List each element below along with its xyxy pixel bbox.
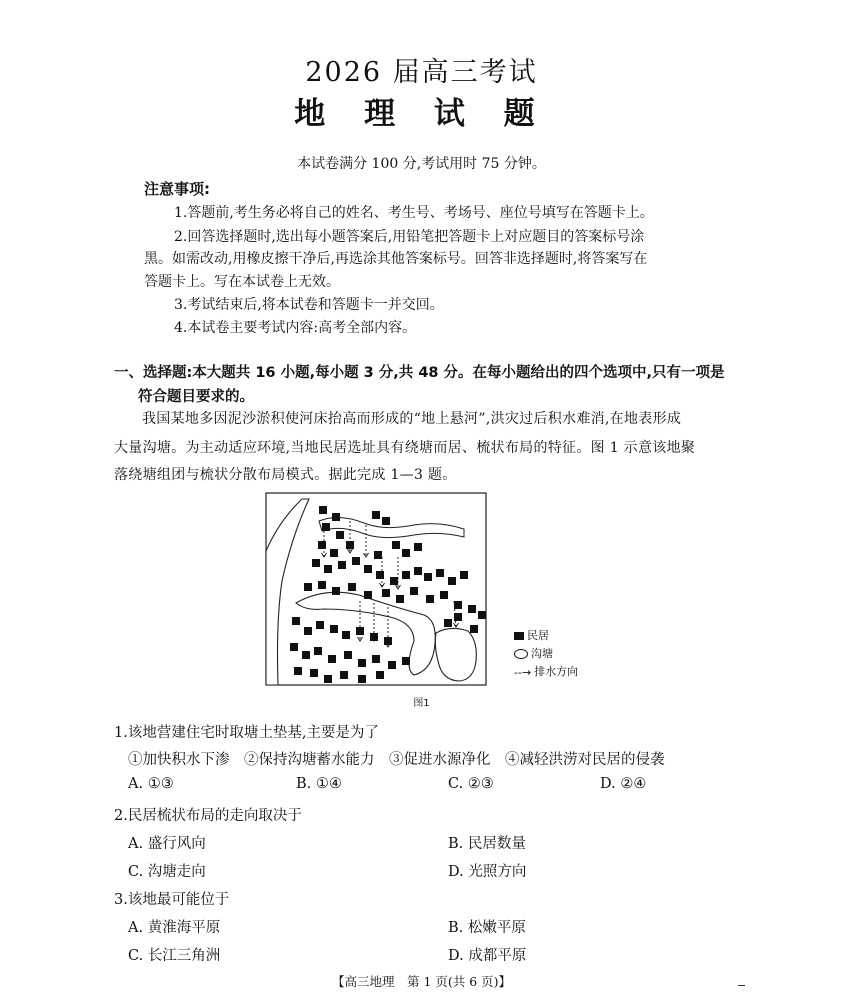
house xyxy=(302,651,310,659)
notice-line: 2.回答选择题时,选出每小题答案后,用铅笔把答题卡上对应题目的答案标号涂 xyxy=(174,229,645,245)
house xyxy=(358,659,366,667)
house xyxy=(424,573,432,581)
house xyxy=(468,605,476,613)
notice-line: 1.答题前,考生务必将自己的姓名、考生号、考场号、座位号填写在答题卡上。 xyxy=(174,205,654,221)
option-d[interactable]: D. ②④ xyxy=(600,776,647,792)
exam-title: 2026 届高三考试 xyxy=(305,57,538,88)
house xyxy=(319,506,327,514)
house xyxy=(352,557,360,565)
house xyxy=(312,559,320,567)
house xyxy=(440,591,448,599)
section-heading: 一、选择题:本大题共 16 小题,每小题 3 分,共 48 分。在每小题给出的四个选项中,只有一项是 xyxy=(114,365,725,381)
house xyxy=(364,565,372,573)
house xyxy=(336,531,344,539)
notice-line: 4.本试卷主要考试内容:高考全部内容。 xyxy=(174,320,417,336)
option-c[interactable]: C. 长江三角洲 xyxy=(128,948,221,964)
house xyxy=(388,661,396,669)
house xyxy=(348,583,356,591)
house xyxy=(310,669,318,677)
house xyxy=(448,577,456,585)
option-d[interactable]: D. 光照方向 xyxy=(448,864,527,880)
option-b[interactable]: B. 民居数量 xyxy=(448,836,526,852)
house xyxy=(444,619,452,627)
house xyxy=(460,571,468,579)
notice-line: 黑。如需改动,用橡皮擦干净后,再选涂其他答案标号。回答非选择题时,将答案写在 xyxy=(144,251,648,267)
house xyxy=(292,617,300,625)
legend-drainage: --→ 排水方向 xyxy=(514,665,579,679)
house xyxy=(318,541,326,549)
option-b[interactable]: B. 松嫩平原 xyxy=(448,920,526,936)
house xyxy=(478,611,486,619)
house xyxy=(402,571,410,579)
house xyxy=(414,543,422,551)
legend-house: 民居 xyxy=(514,627,549,643)
intro-line: 落绕塘组团与梳状分散布局模式。据此完成 1—3 题。 xyxy=(114,467,457,483)
option-a[interactable]: A. 黄淮海平原 xyxy=(128,920,221,936)
legend-pond: 沟塘 xyxy=(514,645,553,661)
house xyxy=(454,601,462,609)
house xyxy=(374,551,382,559)
option-d[interactable]: D. 成都平原 xyxy=(448,948,527,964)
notice-line: 3.考试结束后,将本试卷和答题卡一并交回。 xyxy=(174,297,444,313)
house xyxy=(390,577,398,585)
house xyxy=(324,565,332,573)
house xyxy=(358,675,366,683)
house xyxy=(304,627,312,635)
intro-line: 我国某地多因泥沙淤积使河床抬高而形成的“地上悬河”,洪灾过后积水难消,在地表形成 xyxy=(142,411,682,427)
house xyxy=(340,671,348,679)
house xyxy=(372,655,380,663)
house xyxy=(332,513,340,521)
settlement-map xyxy=(264,491,584,691)
house xyxy=(304,583,312,591)
page-footer: 【高三地理 第 1 页(共 6 页)】 xyxy=(331,974,512,989)
house xyxy=(410,587,418,595)
house xyxy=(344,651,352,659)
house xyxy=(290,643,298,651)
house xyxy=(314,647,322,655)
house xyxy=(436,569,444,577)
house xyxy=(330,625,338,633)
house xyxy=(342,631,350,639)
house xyxy=(316,621,324,629)
house xyxy=(338,561,346,569)
figure-caption: 图1 xyxy=(413,698,430,709)
house xyxy=(322,523,330,531)
house xyxy=(376,571,384,579)
house xyxy=(402,549,410,557)
house xyxy=(328,655,336,663)
question-statements: ①加快积水下渗 ②保持沟塘蓄水能力 ③促进水源净化 ④减轻洪涝对民居的侵袭 xyxy=(128,752,665,768)
house xyxy=(330,549,338,557)
option-a[interactable]: A. ①③ xyxy=(128,776,174,792)
house xyxy=(402,657,410,665)
question-stem: 1.该地营建住宅时取塘土垫基,主要是为了 xyxy=(114,725,379,741)
option-a[interactable]: A. 盛行风向 xyxy=(128,836,206,852)
dashed-arrow-icon: --→ xyxy=(514,665,532,679)
option-b[interactable]: B. ①④ xyxy=(296,776,342,792)
house xyxy=(372,511,380,519)
section-heading-cont: 符合题目要求的。 xyxy=(138,389,254,405)
house xyxy=(294,667,302,675)
house xyxy=(470,625,478,633)
question-stem: 2.民居梳状布局的走向取决于 xyxy=(114,808,302,824)
option-c[interactable]: C. 沟塘走向 xyxy=(128,864,206,880)
notice-line: 答题卡上。写在本试卷上无效。 xyxy=(144,274,340,290)
house xyxy=(324,675,332,683)
house xyxy=(396,595,404,603)
house xyxy=(426,595,434,603)
house xyxy=(332,587,340,595)
house-swatch-icon xyxy=(514,632,524,640)
house xyxy=(382,517,390,525)
intro-line: 大量沟塘。为主动适应环境,当地民居选址具有绕塘而居、梳状布局的特征。图 1 示意该地聚 xyxy=(114,440,696,456)
question-stem: 3.该地最可能位于 xyxy=(114,892,230,908)
exam-info: 本试卷满分 100 分,考试用时 75 分钟。 xyxy=(297,156,546,172)
pond-swatch-icon xyxy=(514,649,528,659)
house xyxy=(376,671,384,679)
subject-title: 地 理 试 题 xyxy=(294,96,549,132)
notice-title: 注意事项: xyxy=(144,180,210,198)
option-c[interactable]: C. ②③ xyxy=(448,776,494,792)
house xyxy=(382,589,390,597)
house xyxy=(392,541,400,549)
house xyxy=(318,581,326,589)
page-mark xyxy=(738,985,745,986)
house xyxy=(364,591,372,599)
house xyxy=(414,567,422,575)
